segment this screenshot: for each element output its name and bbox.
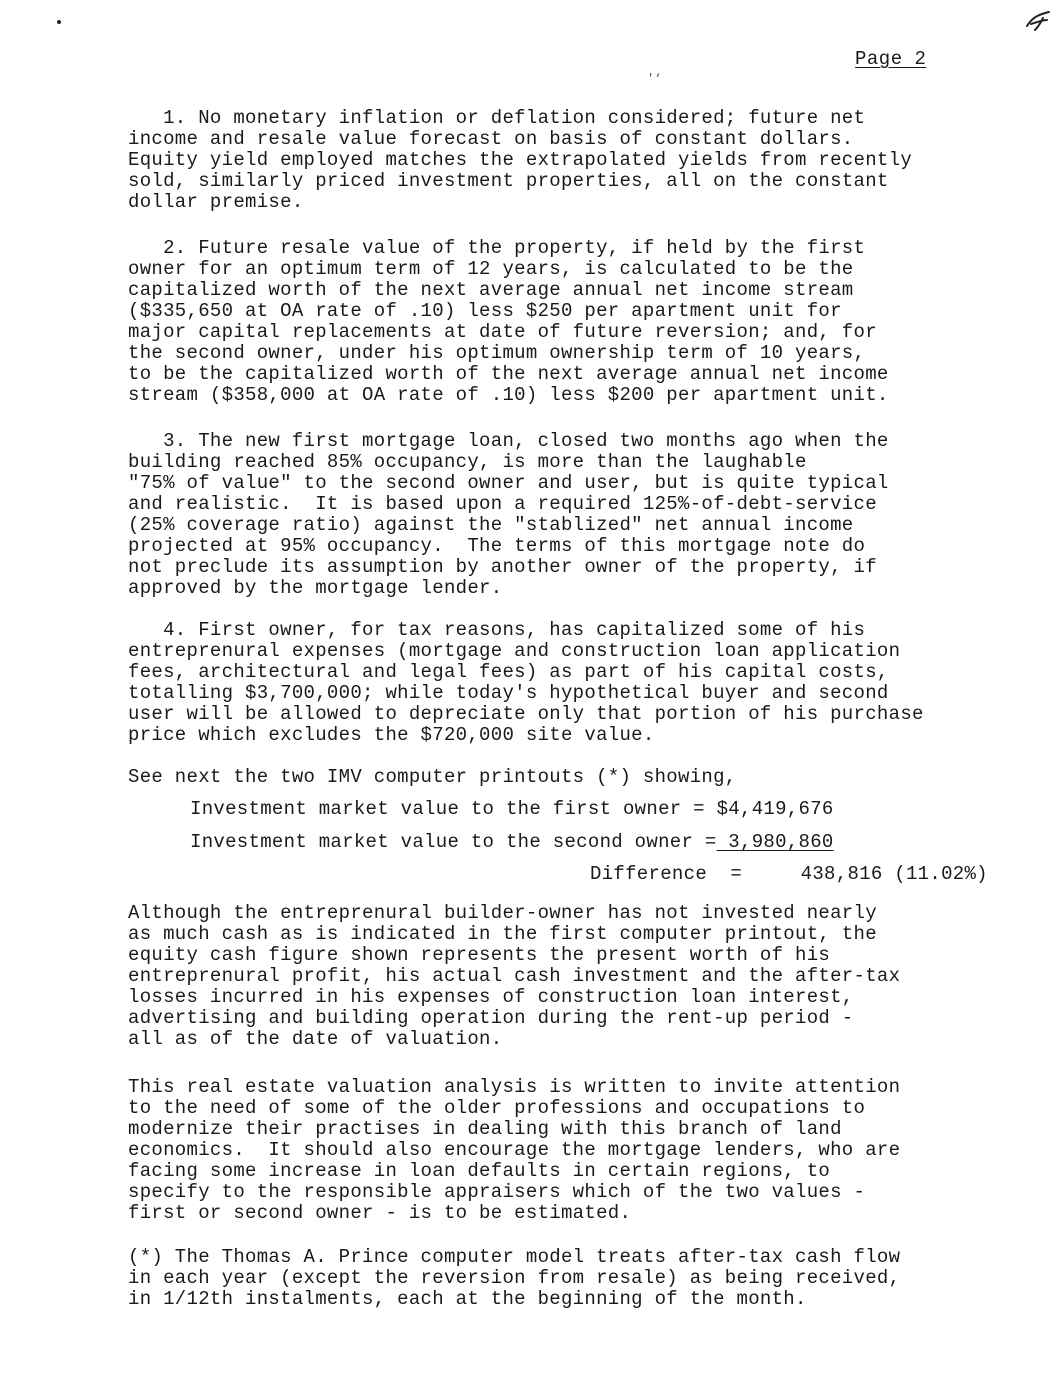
paragraph-equity-explanation: Although the entreprenural builder-owner has not invested nearly as much cash as is indicated in the first computer printout, the equity cash figure shown represents the present worth of his entreprenural profit, his actual cash investment and the after-tax losses incurred in his expenses of construction loan interest, advertising and building operation during the rent-up period - all as of the date of valuation.: [128, 902, 901, 1050]
paragraph-assumption-1: 1. No monetary inflation or deflation considered; future net income and resale value forecast on basis of constant dollars. Equity yield employed matches the extrapolated yields from recently sold, similarly priced investment properties, all on the constant dollar premise.: [128, 107, 913, 213]
footnote: (*) The Thomas A. Prince computer model treats after-tax cash flow in each year (except the reversion from resale) as being received, in 1/12th instalments, each at the beginning of the month.: [128, 1246, 901, 1310]
difference-value: 438,816: [800, 863, 883, 885]
second-owner-value: 3,980,860: [716, 831, 834, 853]
difference-row: [590, 863, 988, 885]
second-owner-value-row: [190, 831, 834, 853]
paragraph-assumption-3: 3. The new first mortgage loan, closed two months ago when the building reached 85% occupancy, is more than the laughable "75% of value" to the second owner and user, but is quite typical and realistic. It is based upon a required 125%-of-debt-service (25% coverage ratio) against the "stablized" net annual income projected at 95% occupancy. The terms of this mortgage note do not preclude its assumption by another owner of the property, if approved by the mortgage lender.: [128, 430, 889, 599]
difference-percent: (11.02%): [882, 863, 988, 885]
paragraph-assumption-2: 2. Future resale value of the property, if held by the first owner for an optimum term of 12 years, is calculated to be the capitalized worth of the next average annual net income stream ($335,650 at OA rate of .10) less $250 per apartment unit for major capital replacements at date of future reversion; and, for the second owner, under his optimum ownership term of 10 years, to be the capitalized worth of the next average annual net income stream ($358,000 at OA rate of .10) less $200 per apartment unit.: [128, 237, 889, 406]
first-owner-value: $4,419,676: [716, 798, 834, 820]
first-owner-label: Investment market value to the first owner =: [190, 798, 717, 820]
difference-label: Difference =: [590, 863, 801, 885]
paragraph-assumption-4: 4. First owner, for tax reasons, has capitalized some of his entreprenural expenses (mortgage and construction loan application fees, architectural and legal fees) as part of his capital costs, totalling $3,700,000; while today's hypothetical buyer and second user will be allowed to depreciate only that portion of his purchase price which excludes the $720,000 site value.: [128, 619, 924, 746]
paragraph-purpose: This real estate valuation analysis is written to invite attention to the need of some of the older professions and occupations to modernize their practises in dealing with this branch of land economics. It should also encourage the mortgage lenders, who are facing some increase in loan defaults in certain regions, to specify to the responsible appraisers which of the two values - first or second owner - is to be estimated.: [128, 1076, 901, 1224]
first-owner-value-row: [190, 798, 834, 820]
printouts-intro: See next the two IMV computer printouts (*) showing,: [128, 766, 737, 788]
stray-ink-mark: '‘: [647, 72, 662, 86]
handwritten-corner-mark: [1023, 8, 1053, 34]
stray-dot-mark: [57, 20, 61, 24]
page-number: Page 2: [855, 48, 927, 70]
second-owner-label: Investment market value to the second owner =: [190, 831, 717, 853]
